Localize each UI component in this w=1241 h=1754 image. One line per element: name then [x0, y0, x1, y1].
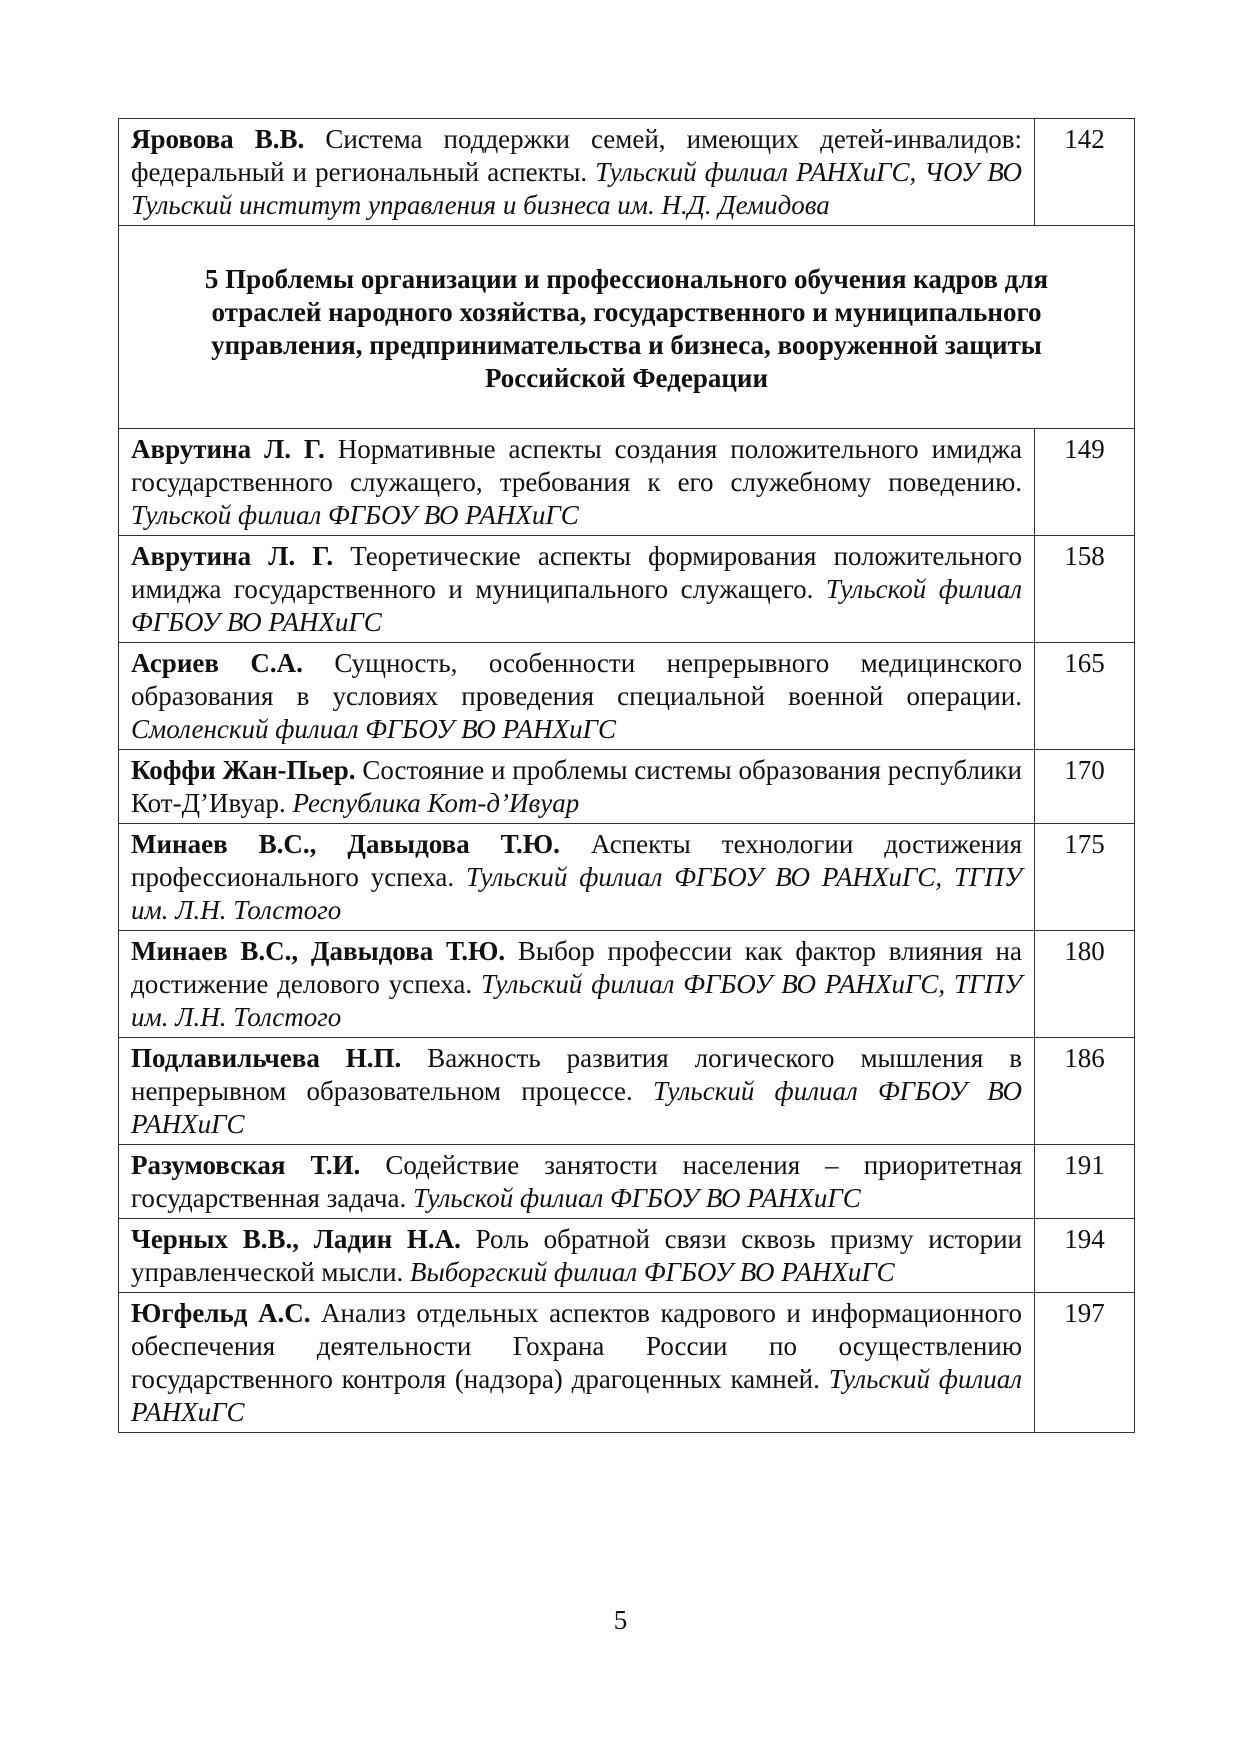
- entry-organization: Тульский филиал ФГБОУ ВО РАНХиГС, ТГПУ им. Л.Н. Толстого: [131, 969, 1022, 1032]
- section-title: 5 Проблемы организации и профессионального обучения кадров для отраслей народного хозяйства, государственного и муниципального управления, предпринимательства и бизнеса, вооруженной защиты Российской Федерации: [204, 264, 1049, 393]
- entry-author: Подлавильчева Н.П.: [131, 1043, 402, 1073]
- table-row: [119, 643, 1135, 750]
- entry-organization: Тульский филиал ФГБОУ ВО РАНХиГС, ТГПУ им. Л.Н. Толстого: [131, 862, 1022, 925]
- entry-text: [119, 429, 1035, 536]
- entry-title: Анализ отдельных аспектов кадрового и информационного обеспечения деятельности Гохрана России по осуществлению государственного контроля (надзора) драгоценных камней.: [131, 1298, 1022, 1394]
- entry-title: Система поддержки семей, имеющих детей-инвалидов: федеральный и региональный аспекты.: [131, 124, 1023, 187]
- entry-page: 194: [1035, 1219, 1135, 1293]
- entry-author: Югфельд А.С.: [131, 1298, 311, 1328]
- entry-text: [119, 1038, 1035, 1145]
- entry-page: 191: [1035, 1145, 1135, 1219]
- entry-title: Теоретические аспекты формирования положительного имиджа государственного и муниципального служащего.: [131, 541, 1022, 604]
- section-row: [119, 226, 1135, 429]
- entry-page: 197: [1035, 1293, 1135, 1433]
- table-row: [119, 119, 1135, 226]
- entry-page: 180: [1035, 931, 1135, 1038]
- entry-title: Важность развития логического мышления в непрерывном образовательном процессе.: [131, 1043, 1022, 1106]
- entry-page: 170: [1035, 750, 1135, 824]
- entry-title: Аспекты технологии достижения профессионального успеха.: [131, 829, 1022, 892]
- entry-author: Яровова В.В.: [131, 124, 305, 154]
- entry-text: [119, 750, 1035, 824]
- entry-title: Состояние и проблемы системы образования республики Кот-Д’Ивуар.: [131, 755, 1022, 818]
- entry-author: Минаев В.С., Давыдова Т.Ю.: [131, 829, 560, 859]
- entry-title: Роль обратной связи сквозь призму истории управленческой мысли.: [131, 1224, 1023, 1287]
- entry-author: Аврутина Л. Г.: [131, 541, 334, 571]
- table-row: [119, 1293, 1135, 1433]
- entry-page: 142: [1035, 119, 1135, 226]
- entry-organization: Тульской филиал ФГБОУ ВО РАНХиГС: [131, 574, 1022, 637]
- entry-text: [119, 643, 1035, 750]
- entry-organization: Республика Кот-д’Ивуар: [292, 788, 580, 818]
- entry-author: Разумовская Т.И.: [131, 1150, 361, 1180]
- entry-organization: Тульский филиал РАНХиГС: [131, 1364, 1022, 1427]
- entry-author: Аврутина Л. Г.: [131, 434, 325, 464]
- entry-page: 175: [1035, 824, 1135, 931]
- table-row: [119, 931, 1135, 1038]
- table-row: [119, 750, 1135, 824]
- table-row: [119, 429, 1135, 536]
- entry-title: Выбор профессии как фактор влияния на достижение делового успеха.: [131, 936, 1022, 999]
- entry-title: Содействие занятости населения – приоритетная государственная задача.: [131, 1150, 1022, 1213]
- entry-author: Коффи Жан-Пьер.: [131, 755, 356, 785]
- entry-page: 165: [1035, 643, 1135, 750]
- entry-text: [119, 119, 1035, 226]
- entry-text: [119, 1145, 1035, 1219]
- entry-text: [119, 1219, 1035, 1293]
- entry-text: [119, 536, 1035, 643]
- entry-author: Асриев С.А.: [131, 648, 303, 678]
- entry-author: Минаев В.С., Давыдова Т.Ю.: [131, 936, 506, 966]
- page-number: 5: [613, 1605, 628, 1635]
- section-cell: [119, 226, 1135, 429]
- entry-title: Сущность, особенности непрерывного медицинского образования в условиях проведения специальной военной операции.: [131, 648, 1022, 711]
- entry-organization: Тульский филиал РАНХиГС, ЧОУ ВО Тульский институт управления и бизнеса им. Н.Д. Демидова: [131, 157, 1022, 220]
- table-row: [119, 1219, 1135, 1293]
- entry-author: Черных В.В., Ладин Н.А.: [131, 1224, 461, 1254]
- table-row: [119, 1038, 1135, 1145]
- entry-title: Нормативные аспекты создания положительного имиджа государственного служащего, требования к его служебному поведению.: [131, 434, 1023, 497]
- entry-page: 158: [1035, 536, 1135, 643]
- table-row: [119, 824, 1135, 931]
- table-row: [119, 1145, 1135, 1219]
- table-row: [119, 536, 1135, 643]
- entry-organization: Тульский филиал ФГБОУ ВО РАНХиГС: [131, 1076, 1022, 1139]
- entry-organization: Выборгский филиал ФГБОУ ВО РАНХиГС: [410, 1257, 895, 1287]
- entry-organization: Тульской филиал ФГБОУ ВО РАНХиГС: [412, 1183, 861, 1213]
- entry-text: [119, 931, 1035, 1038]
- entry-page: 149: [1035, 429, 1135, 536]
- entry-text: [119, 824, 1035, 931]
- entry-organization: Тульской филиал ФГБОУ ВО РАНХиГС: [131, 500, 579, 530]
- entry-organization: Смоленский филиал ФГБОУ ВО РАНХиГС: [131, 714, 617, 744]
- entry-page: 186: [1035, 1038, 1135, 1145]
- contents-table: [118, 118, 1135, 1433]
- entry-text: [119, 1293, 1035, 1433]
